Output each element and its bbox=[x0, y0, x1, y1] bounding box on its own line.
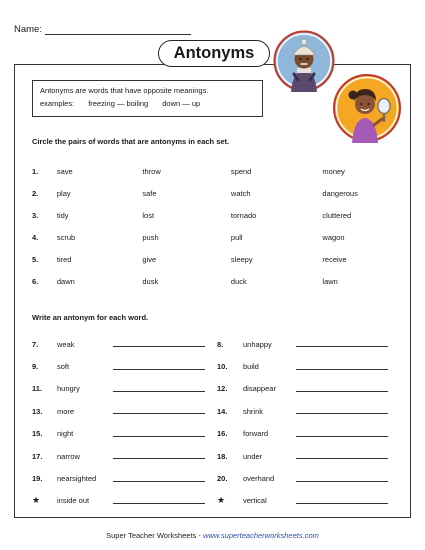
examples-label: examples: bbox=[40, 98, 75, 108]
set-number: 5. bbox=[32, 254, 39, 264]
star-icon: ★ bbox=[32, 495, 41, 506]
write-item bbox=[32, 452, 217, 461]
set-word[interactable]: dusk bbox=[142, 276, 159, 286]
set-word[interactable]: wagon bbox=[322, 232, 345, 242]
footer-url-link[interactable]: www.superteacherworksheets.com bbox=[202, 531, 319, 540]
set-word[interactable]: receive bbox=[322, 254, 347, 264]
answer-line[interactable] bbox=[113, 386, 205, 392]
section2-instruction: Write an antonym for each word. bbox=[32, 313, 149, 322]
item-number: 10. bbox=[217, 362, 228, 372]
set-word[interactable]: lost bbox=[142, 210, 155, 220]
answer-line[interactable] bbox=[113, 498, 205, 504]
write-item bbox=[32, 407, 217, 416]
set-row bbox=[32, 270, 402, 292]
item-word: overhand bbox=[243, 474, 275, 484]
write-row bbox=[32, 445, 402, 467]
answer-line[interactable] bbox=[296, 476, 388, 482]
set-word[interactable]: watch bbox=[230, 188, 251, 198]
page-title: Antonyms bbox=[158, 40, 270, 67]
item-word: build bbox=[243, 362, 259, 372]
set-number: 1. bbox=[32, 166, 39, 176]
item-word: soft bbox=[57, 362, 70, 372]
set-number: 2. bbox=[32, 188, 39, 198]
answer-line[interactable] bbox=[113, 408, 205, 414]
write-item bbox=[217, 384, 402, 393]
set-row bbox=[32, 248, 402, 270]
set-word[interactable]: throw bbox=[142, 166, 161, 176]
answer-line[interactable] bbox=[296, 498, 388, 504]
set-word[interactable]: push bbox=[142, 232, 159, 242]
answer-line[interactable] bbox=[296, 408, 388, 414]
item-number: 8. bbox=[217, 339, 224, 349]
set-word[interactable]: pull bbox=[230, 232, 243, 242]
set-number: 6. bbox=[32, 276, 39, 286]
example-pair: freezing — boiling bbox=[88, 98, 149, 108]
answer-line[interactable] bbox=[113, 341, 205, 347]
item-number: 20. bbox=[217, 474, 228, 484]
answer-line[interactable] bbox=[296, 386, 388, 392]
write-item bbox=[217, 362, 402, 371]
set-word[interactable]: give bbox=[142, 254, 157, 264]
answer-line[interactable] bbox=[113, 431, 205, 437]
definition-text: Antonyms are words that have opposite meanings. bbox=[40, 86, 209, 95]
item-word: hungry bbox=[57, 384, 80, 394]
write-item bbox=[217, 474, 402, 483]
write-item bbox=[32, 429, 217, 438]
item-word: unhappy bbox=[243, 339, 272, 349]
write-row bbox=[32, 467, 402, 489]
write-item bbox=[217, 495, 402, 506]
set-word[interactable]: dawn bbox=[56, 276, 75, 286]
item-word: disappear bbox=[243, 384, 276, 394]
write-row bbox=[32, 378, 402, 400]
item-number: 18. bbox=[217, 451, 228, 461]
write-item bbox=[217, 340, 402, 349]
set-word[interactable]: tidy bbox=[56, 210, 69, 220]
item-word: more bbox=[57, 406, 75, 416]
set-word[interactable]: play bbox=[56, 188, 71, 198]
set-row bbox=[32, 160, 402, 182]
answer-line[interactable] bbox=[296, 364, 388, 370]
item-word: under bbox=[243, 451, 263, 461]
write-item bbox=[217, 429, 402, 438]
item-number: 19. bbox=[32, 474, 43, 484]
set-word[interactable]: spend bbox=[230, 166, 252, 176]
write-item bbox=[32, 362, 217, 371]
answer-line[interactable] bbox=[113, 476, 205, 482]
footer bbox=[0, 531, 425, 540]
set-word[interactable]: tired bbox=[56, 254, 72, 264]
item-number: 9. bbox=[32, 362, 39, 372]
item-word: weak bbox=[57, 339, 75, 349]
write-antonym-list bbox=[32, 333, 402, 512]
footer-separator: - bbox=[196, 531, 203, 540]
set-word[interactable]: money bbox=[322, 166, 345, 176]
item-number: 12. bbox=[217, 384, 228, 394]
answer-line[interactable] bbox=[296, 431, 388, 437]
item-number: 13. bbox=[32, 406, 43, 416]
item-word: forward bbox=[243, 429, 269, 439]
write-row bbox=[32, 490, 402, 512]
cold-boy-illustration bbox=[273, 30, 335, 92]
antonym-sets bbox=[32, 160, 402, 292]
item-word: narrow bbox=[57, 451, 80, 461]
write-item bbox=[32, 384, 217, 393]
answer-line[interactable] bbox=[113, 453, 205, 459]
set-word[interactable]: save bbox=[56, 166, 73, 176]
write-item bbox=[32, 340, 217, 349]
section1-instruction: Circle the pairs of words that are antonyms in each set. bbox=[32, 137, 230, 146]
item-number: 16. bbox=[217, 429, 228, 439]
set-number: 4. bbox=[32, 232, 39, 242]
set-number: 3. bbox=[32, 210, 39, 220]
set-word[interactable]: safe bbox=[142, 188, 157, 198]
write-item bbox=[32, 495, 217, 506]
write-item bbox=[217, 452, 402, 461]
girl-with-mirror-illustration bbox=[332, 73, 402, 143]
set-row bbox=[32, 182, 402, 204]
item-number: 7. bbox=[32, 339, 39, 349]
set-word[interactable]: tornado bbox=[230, 210, 257, 220]
write-row bbox=[32, 355, 402, 377]
examples-row bbox=[40, 98, 255, 111]
set-word[interactable]: cluttered bbox=[322, 210, 352, 220]
write-row bbox=[32, 333, 402, 355]
write-item bbox=[32, 474, 217, 483]
set-word[interactable]: dangerous bbox=[322, 188, 358, 198]
answer-line[interactable] bbox=[113, 364, 205, 370]
set-row bbox=[32, 204, 402, 226]
answer-line[interactable] bbox=[296, 341, 388, 347]
example-pair: down — up bbox=[162, 98, 201, 108]
set-word[interactable]: scrub bbox=[56, 232, 76, 242]
set-word[interactable]: duck bbox=[230, 276, 247, 286]
write-row bbox=[32, 400, 402, 422]
item-word: nearsighted bbox=[57, 474, 97, 484]
write-row bbox=[32, 423, 402, 445]
star-icon: ★ bbox=[217, 495, 226, 506]
name-line[interactable] bbox=[45, 25, 191, 35]
write-item bbox=[217, 407, 402, 416]
item-number: 11. bbox=[32, 384, 43, 394]
item-word: night bbox=[57, 429, 74, 439]
set-row bbox=[32, 226, 402, 248]
item-word: vertical bbox=[243, 496, 267, 506]
item-word: shrink bbox=[243, 406, 264, 416]
answer-line[interactable] bbox=[296, 453, 388, 459]
set-word[interactable]: lawn bbox=[322, 276, 338, 286]
item-number: 14. bbox=[217, 406, 228, 416]
item-number: 15. bbox=[32, 429, 43, 439]
item-number: 17. bbox=[32, 451, 43, 461]
item-word: inside out bbox=[57, 496, 90, 506]
set-word[interactable]: sleepy bbox=[230, 254, 253, 264]
footer-brand: Super Teacher Worksheets bbox=[106, 531, 197, 540]
name-label: Name: bbox=[14, 24, 42, 35]
name-field-row bbox=[14, 24, 191, 35]
definition-box bbox=[32, 80, 263, 117]
